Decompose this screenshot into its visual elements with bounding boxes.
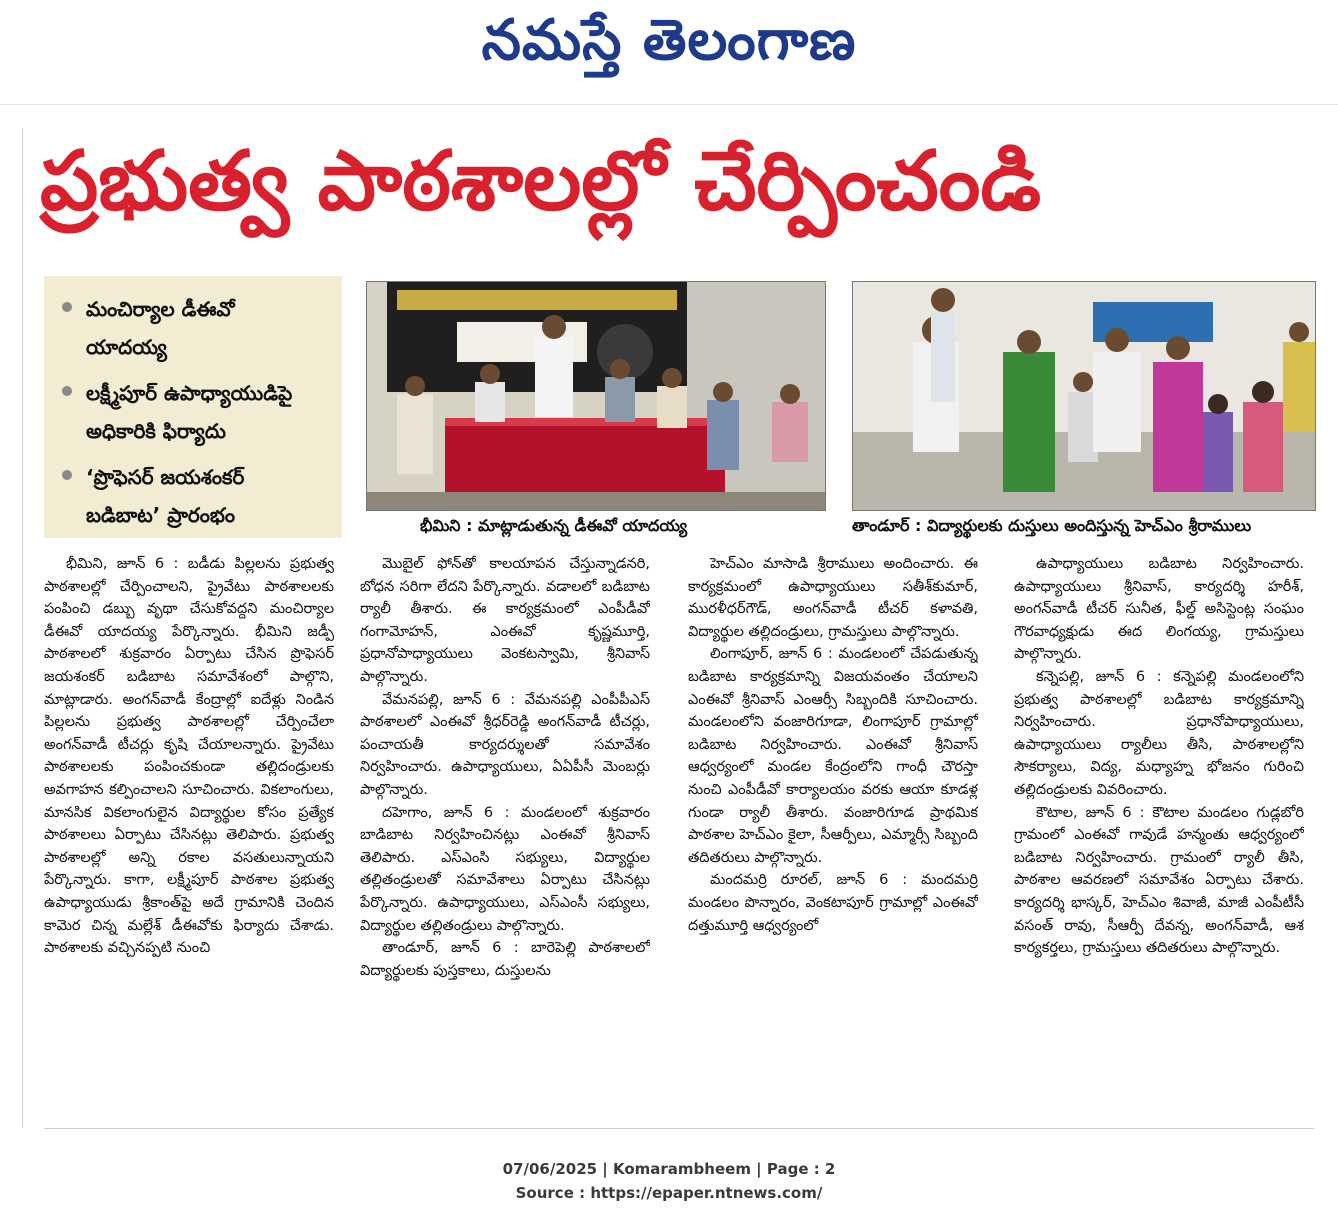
bullet-dot-icon xyxy=(62,302,72,312)
distribution-photo-image xyxy=(853,282,1315,510)
paragraph: భీమిని, జూన్ 6 : బడీడు పిల్లలను ప్రభుత్వ పాఠశాలల్లో చేర్పించాలని, ప్రైవేటు పాఠశాలలకు పంపించి డబ్బు వృథా చేసుకోవద్దని మంచిర్యాల డీఈవో యాదయ్య పేర్కొన్నారు. భీమిని జడ్పీ పాఠశాలలో శుక్రవారం ఏర్పాటు చేసిన ప్రొఫెసర్ జయశంకర్ బడిబాట సమావేశంలో పాల్గొని, మాట్లాడారు. అంగన్‌వాడీ కేంద్రాల్లో ఐదేళ్లు నిండిన పిల్లలను ప్రభుత్వ పాఠశాలల్లో చేర్పించేలా అంగన్‌వాడీ టీచర్లు కృషి చేయాలన్నారు. ప్రైవేటు పాఠశాలలకు పంపించకుండా తల్లిదండ్రులకు అవగాహన కల్పించాలని సూచించారు. వికలాంగులు, మానసిక వికలాంగులైన విద్యార్థుల కోసం ప్రత్యేక పాఠశాలలు ఏర్పాటు చేసినట్లు తెలిపారు. ప్రభుత్వ పాఠశాలల్లో అన్ని రకాల వసతులున్నాయని పేర్కొన్నారు. కాగా, లక్ష్మీపూర్ పాఠశాల ప్రభుత్వ ఉపాధ్యాయుడు శ్రీకాంత్‌పై అదే గ్రామానికి చెందిన కామెర చిన్న మల్లేశ్ డీఈవోకు ఫిర్యాదు చేశాడు. పాఠశాలకు వచ్చినప్పటి నుంచి xyxy=(44,556,334,957)
paragraph: కౌటాల, జూన్ 6 : కౌటాల మండలం గుడ్లబోరి గ్రామంలో ఎంఈవో గావుడే హన్మంతు ఆధ్వర్యంలో బడిబాట నిర్వహించారు. గ్రామంలో ర్యాలీ తీసి, పాఠశాల ఆవరణలో సమావేశం ఏర్పాటు చేశారు. కార్యదర్శి భాస్కర్, హెచ్‌ఎం శివాజీ, మాజీ ఎంపీటీసీ వసంత్ రావు, సీఆర్పీ దేవన్న, అంగన్‌వాడీ, ఆశ కార్యకర్తలు, గ్రామస్తులు తదితరులు పాల్గొన్నారు. xyxy=(1014,804,1304,957)
paragraph: లింగాపూర్, జూన్ 6 : మండలంలో చేపడుతున్న బడిబాట కార్యక్రమాన్ని విజయవంతం చేయాలని ఎంఈవో శ్రీనివాస్ ఎంఆర్సీ సిబ్బందికి సూచించారు. మండలంలోని వంజారిగూడా, లింగాపూర్ గ్రామాల్లో బడిబాట నిర్వహించారు. ఎంఈవో శ్రీనివాస్ ఆధ్వర్యంలో మండల కేంద్రంలోని గాంధీ చౌరస్తా నుంచి ఎంపీడీవో కార్యాలయం వరకు ఆయా కూడళ్ల గుండా ర్యాలీ తీశారు. వంజారిగూడ ప్రాథమిక పాఠశాల హెచ్‌ఎం కైలా, సీఆర్పీలు, ఎమ్మార్సీ సిబ్బంది తదితరులు పాల్గొన్నారు. xyxy=(688,646,978,866)
masthead-logo xyxy=(0,0,1338,95)
bullet-dot-icon xyxy=(62,386,72,396)
photo-caption-right: తాండూర్ : విద్యార్థులకు దుస్తులు అందిస్తున్న హెచ్‌ఎం శ్రీరాములు xyxy=(852,515,1252,535)
article-headline xyxy=(40,133,1310,246)
paragraph: హెచ్‌ఎం మాసాడి శ్రీరాములు అందించారు. ఈ కార్యక్రమంలో ఉపాధ్యాయులు సతీశ్‌కుమార్, మురళీధర్‌గౌడ్, అంగన్‌వాడీ టీచర్ కళావతి, విద్యార్థుల తల్లిదండ్రులు, గ్రామస్తులు పాల్గొన్నారు. xyxy=(688,556,978,640)
headline-text: ప్రభుత్వ పాఠశాలల్లో చేర్పించండి xyxy=(40,133,1041,229)
article-column-3 xyxy=(688,553,978,1113)
paragraph: మొబైల్ ఫోన్‌తో కాలయాపన చేస్తున్నాడనరి, బోధన సరిగా లేదని పేర్కొన్నారు. వడాలలో బడిబాట ర్యాలీ తీశారు. ఈ కార్యక్రమంలో ఎంపీడీవో గంగామోహన్, ఎంఈవో కృష్ణమూర్తి, ప్రధానోపాధ్యాయులు వెంకటస్వామి, శ్రీనివాస్ పాల్గొన్నారు. xyxy=(360,556,650,685)
highlight-line: బడిబాట’ ప్రారంభం xyxy=(86,503,236,527)
paragraph: తాండూర్, జూన్ 6 : బారెపెల్లి పాఠశాలలో విద్యార్థులకు పుస్తకాలు, దుస్తులను xyxy=(360,940,650,979)
highlight-line: లక్ష్మీపూర్ ఉపాధ్యాయుడిపై xyxy=(86,381,293,405)
paragraph: మందమర్రి రూరల్, జూన్ 6 : మందమర్రి మండలం పొన్నారం, వెంకటాపూర్ గ్రామాల్లో ఎంఈవో దత్తుమూర్తి ఆధ్వర్యంలో xyxy=(688,872,978,934)
article-column-4 xyxy=(1014,553,1304,1113)
footer-date-edition: 07/06/2025 | Komarambheem | Page : 2 xyxy=(502,1160,836,1178)
top-divider xyxy=(0,104,1338,105)
photo-meeting xyxy=(366,281,826,511)
paragraph: వేమనపల్లి, జూన్ 6 : వేమనపల్లి ఎంపీపీఎస్ పాఠశాలలో ఎంఈవో శ్రీధర్‌రెడ్డి అంగన్‌వాడీ టీచర్లు, పంచాయతీ కార్యదర్శులతో సమావేశం నిర్వహించారు. ఉపాధ్యాయులు, ఏఏపీసీ మెంబర్లు పాల్గొన్నారు. xyxy=(360,691,650,798)
highlight-item xyxy=(58,458,330,534)
paragraph: దహెగాం, జూన్ 6 : మండలంలో శుక్రవారం బాడిబాట నిర్వహించినట్లు ఎంఈవో శ్రీనివాస్ తెలిపారు. ఎస్ఎంసి సభ్యులు, విద్యార్థుల తల్లితండ్రులతో సమావేశాలు ఏర్పాటు చేసినట్లు పేర్కొన్నారు. ఉపాధ్యాయులు, ఎస్ఎంసీ సభ్యులు, విద్యార్థుల తల్లితండ్రులు పాల్గొన్నారు. xyxy=(360,804,650,934)
photo-caption-left: భీమిని : మాట్లాడుతున్న డీఈవో యాదయ్య xyxy=(420,515,688,535)
bottom-divider xyxy=(44,1128,1314,1129)
highlight-line: మంచిర్యాల డీఈవో xyxy=(86,297,235,321)
meeting-photo-image xyxy=(367,282,825,510)
photo-distribution xyxy=(852,281,1316,511)
highlight-line: అధికారికి ఫిర్యాదు xyxy=(86,419,226,443)
footer-source: Source : https://epaper.ntnews.com/ xyxy=(515,1184,823,1202)
highlight-item xyxy=(58,374,330,450)
highlight-line: యాదయ్య xyxy=(86,335,167,359)
highlight-line: ‘ప్రొఫెసర్ జయశంకర్ xyxy=(86,465,245,489)
left-divider xyxy=(22,128,23,1128)
masthead-title: నమస్తే తెలంగాణ xyxy=(481,8,857,73)
bullet-dot-icon xyxy=(62,470,72,480)
highlight-item xyxy=(58,290,330,366)
article-column-2 xyxy=(360,553,650,1113)
paragraph: కన్నెపల్లి, జూన్ 6 : కన్నెపల్లి మండలంలోని ప్రభుత్వ పాఠశాలల్లో బడిబాట కార్యక్రమాన్ని నిర్వహించారు. ప్రధానోపాధ్యాయులు, ఉపాధ్యాయులు ర్యాలీలు తీసి, పాఠశాలల్లోని సౌకర్యాలు, విద్య, మధ్యాహ్న భోజనం గురించి తల్లిదండ్రులకు వివరించారు. xyxy=(1014,668,1304,798)
paragraph: ఉపాధ్యాయులు బడిబాట నిర్వహించారు. ఉపాధ్యాయులు శ్రీనివాస్, కార్యదర్శి హరీశ్, అంగన్‌వాడీ టీచర్ సునీత, ఫీల్డ్ అసిస్టెంట్ల సంఘం గౌరవాధ్యక్షుడు ఈద లింగయ్య, గ్రామస్తులు పాల్గొన్నారు. xyxy=(1014,556,1304,663)
highlights-box xyxy=(44,276,342,538)
article-column-1 xyxy=(44,553,334,1113)
